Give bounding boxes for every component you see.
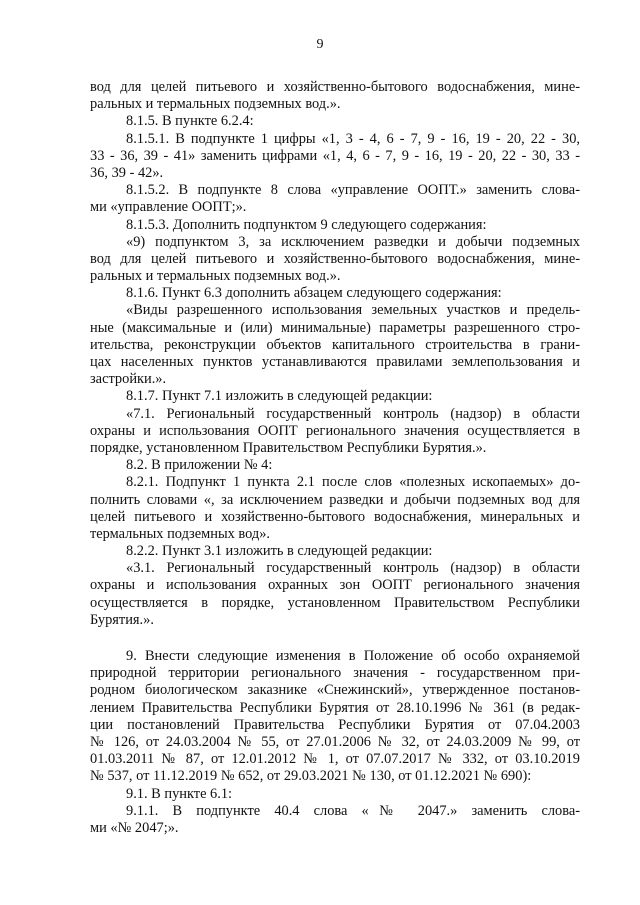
text-line: 8.2.1. Подпункт 1 пункта 2.1 после слов «полезных ископаемых» до-: [126, 474, 580, 491]
text-line: полнить словами «, за исключением разведки и добычи подземных вод для: [90, 491, 580, 508]
text-line: ции постановлений Правительства Республики Бурятия от 07.04.2003: [90, 716, 580, 733]
text-line: 33 - 36, 39 - 41» заменить цифрами «1, 4, 6 - 7, 9 - 16, 19 - 20, 22 - 30, 33 -: [90, 147, 580, 164]
text-line: 9. Внести следующие изменения в Положение об особо охраняемой: [126, 648, 580, 664]
text-line: 8.2.2. Пункт 3.1 изложить в следующей редакции:: [126, 543, 433, 560]
text-line: ительства, реконструкции объектов капитального строительства в грани-: [90, 336, 580, 353]
text-line: осуществляется в порядке, установленном Правительством Республики: [90, 594, 580, 611]
text-line: ные (максимальные и (или) минимальные) параметры разрешенного стро-: [90, 319, 580, 336]
paragraph-gap: [90, 629, 580, 648]
text-line: термальных подземных вод».: [90, 525, 270, 542]
text-line: ми «управление ООПТ;».: [90, 199, 247, 216]
text-line: ми «№ 2047;».: [90, 819, 179, 836]
text-line: вод для целей питьевого и хозяйственно-бытового водоснабжения, мине-: [90, 79, 580, 95]
text-line: «3.1. Региональный государственный контроль (надзор) в области: [126, 560, 580, 577]
text-line: вод для целей питьевого и хозяйственно-бытового водоснабжения, мине-: [90, 250, 580, 267]
text-line: родном биологическом заказнике «Снежинский», утвержденное постанов-: [90, 682, 580, 699]
text-line: ральных и термальных подземных вод.».: [90, 268, 341, 285]
text-line: 8.1.5.2. В подпункте 8 слова «управление ООПТ.» заменить слова-: [126, 182, 580, 199]
text-line: охраны и использования ООПТ регионального значения осуществляется в: [90, 422, 580, 439]
text-line: Бурятия.».: [90, 611, 154, 628]
text-line: охраны и использования охранных зон ООПТ регионального значения: [90, 577, 580, 594]
text-line: ральных и термальных подземных вод.».: [90, 96, 341, 113]
text-line: порядке, установленном Правительством Республики Бурятия.».: [90, 439, 487, 456]
text-line: 8.1.5. В пункте 6.2.4:: [126, 113, 254, 130]
text-line: 36, 39 - 42».: [90, 164, 164, 181]
text-line: цах населенных пунктов устанавливаются правилами землепользования и: [90, 354, 580, 370]
text-line: 8.1.7. Пункт 7.1 изложить в следующей редакции:: [126, 388, 433, 405]
text-line: 8.2. В приложении № 4:: [126, 457, 273, 474]
text-line: природной территории регионального значения - государственном при-: [90, 665, 580, 682]
text-line: лением Правительства Республики Бурятия от 28.10.1996 № 361 (в редак-: [90, 699, 580, 716]
text-line: № 537, от 11.12.2019 № 652, от 29.03.2021 № 130, от 01.12.2021 № 690):: [90, 768, 532, 785]
text-line: 8.1.5.3. Дополнить подпунктом 9 следующего содержания:: [126, 216, 487, 233]
text-line: «Виды разрешенного использования земельных участков и предель-: [126, 302, 580, 319]
text-line: 01.03.2011 № 87, от 12.01.2012 № 1, от 07.07.2017 № 332, от 03.10.2019: [90, 751, 580, 768]
text-line: застройки.».: [90, 371, 167, 388]
text-line: 8.1.6. Пункт 6.3 дополнить абзацем следующего содержания:: [126, 285, 502, 302]
text-line: 9.1.1. В подпункте 40.4 слова «№ 2047.» заменить слова-: [126, 802, 580, 819]
text-line: 9.1. В пункте 6.1:: [126, 785, 233, 802]
text-line: «9) подпунктом 3, за исключением разведки и добычи подземных: [126, 233, 580, 250]
text-line: 8.1.5.1. В подпункте 1 цифры «1, 3 - 4, 6 - 7, 9 - 16, 19 - 20, 22 - 30,: [126, 130, 580, 147]
text-line: «7.1. Региональный государственный контроль (надзор) в области: [126, 405, 580, 422]
page-number: 9: [316, 37, 324, 52]
text-line: № 126, от 24.03.2004 № 55, от 27.01.2006 № 32, от 24.03.2009 № 99, от: [90, 733, 580, 750]
document-body: [90, 79, 580, 837]
text-line: целей питьевого и хозяйственно-бытового водоснабжения, минеральных и: [90, 508, 580, 525]
